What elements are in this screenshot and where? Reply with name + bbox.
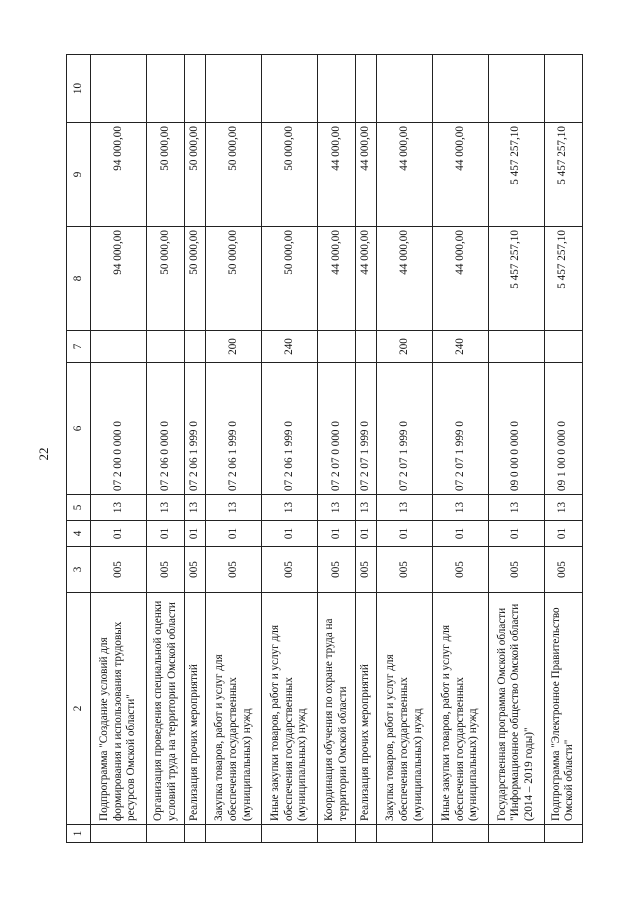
blank-cell	[262, 55, 318, 123]
row-number-cell	[91, 825, 147, 843]
section-cell: 01	[206, 521, 262, 547]
table-row	[206, 55, 262, 843]
amount-cell: 44 000,00	[433, 227, 489, 331]
amount-cell: 44 000,00	[317, 123, 355, 227]
amount-cell: 50 000,00	[185, 123, 206, 227]
code-cell: 005	[185, 547, 206, 593]
subsection-cell: 13	[544, 495, 582, 521]
row-number-cell	[317, 825, 355, 843]
subsection-cell: 13	[317, 495, 355, 521]
expense-type-cell	[317, 331, 355, 363]
table-row	[544, 55, 582, 843]
subsection-cell: 13	[433, 495, 489, 521]
code-cell: 005	[91, 547, 147, 593]
expense-type-cell	[544, 331, 582, 363]
header-row	[67, 55, 91, 843]
blank-cell	[377, 55, 433, 123]
amount-cell: 5 457 257,10	[544, 123, 582, 227]
target-item-cell: 07 2 06 1 999 0	[206, 363, 262, 495]
target-item-cell: 07 2 06 1 999 0	[262, 363, 318, 495]
expense-type-cell	[185, 331, 206, 363]
row-number-cell	[488, 825, 544, 843]
section-cell: 01	[91, 521, 147, 547]
row-number-cell	[185, 825, 206, 843]
code-cell: 005	[206, 547, 262, 593]
table-row	[146, 55, 184, 843]
description-cell: Координация обучения по охране труда на территории Омской области	[317, 593, 355, 825]
amount-cell: 5 457 257,10	[544, 227, 582, 331]
expense-type-cell: 240	[262, 331, 318, 363]
column-header: 5	[67, 495, 91, 521]
row-number-cell	[356, 825, 377, 843]
row-number-cell	[377, 825, 433, 843]
blank-cell	[433, 55, 489, 123]
subsection-cell: 13	[377, 495, 433, 521]
amount-cell: 94 000,00	[91, 227, 147, 331]
blank-cell	[317, 55, 355, 123]
column-header: 7	[67, 331, 91, 363]
target-item-cell: 07 2 07 1 999 0	[377, 363, 433, 495]
expense-type-cell	[488, 331, 544, 363]
expense-type-cell	[146, 331, 184, 363]
amount-cell: 5 457 257,10	[488, 227, 544, 331]
blank-cell	[146, 55, 184, 123]
code-cell: 005	[433, 547, 489, 593]
table-row	[356, 55, 377, 843]
column-header: 4	[67, 521, 91, 547]
section-cell: 01	[488, 521, 544, 547]
amount-cell: 44 000,00	[377, 123, 433, 227]
row-number-cell	[146, 825, 184, 843]
blank-cell	[185, 55, 206, 123]
amount-cell: 5 457 257,10	[488, 123, 544, 227]
code-cell: 005	[146, 547, 184, 593]
target-item-cell: 07 2 07 1 999 0	[356, 363, 377, 495]
code-cell: 005	[488, 547, 544, 593]
subsection-cell: 13	[488, 495, 544, 521]
section-cell: 01	[185, 521, 206, 547]
expense-type-cell	[356, 331, 377, 363]
code-cell: 005	[317, 547, 355, 593]
expense-type-cell	[91, 331, 147, 363]
rotated-table-container	[66, 55, 583, 843]
code-cell: 005	[356, 547, 377, 593]
table-row	[91, 55, 147, 843]
table-row	[377, 55, 433, 843]
amount-cell: 44 000,00	[317, 227, 355, 331]
code-cell: 005	[262, 547, 318, 593]
table-row	[262, 55, 318, 843]
target-item-cell: 07 2 06 1 999 0	[185, 363, 206, 495]
section-cell: 01	[262, 521, 318, 547]
row-number-cell	[262, 825, 318, 843]
amount-cell: 44 000,00	[377, 227, 433, 331]
column-header: 10	[67, 55, 91, 123]
table-row	[433, 55, 489, 843]
column-header: 2	[67, 593, 91, 825]
column-header: 9	[67, 123, 91, 227]
description-cell: Государственная программа Омской области "Информационное общество Омской области (2014 – 2019 годы)"	[488, 593, 544, 825]
blank-cell	[206, 55, 262, 123]
description-cell: Иные закупки товаров, работ и услуг для обеспечения государственных (муниципальных) нужд	[433, 593, 489, 825]
row-number-cell	[544, 825, 582, 843]
description-cell: Реализация прочих мероприятий	[185, 593, 206, 825]
amount-cell: 44 000,00	[356, 227, 377, 331]
amount-cell: 50 000,00	[146, 123, 184, 227]
description-cell: Организация проведения специальной оценки условий труда на территории Омской области	[146, 593, 184, 825]
expense-type-cell: 200	[206, 331, 262, 363]
description-cell: Закупка товаров, работ и услуг для обеспечения государственных (муниципальных) нужд	[206, 593, 262, 825]
expense-type-cell: 240	[433, 331, 489, 363]
row-number-cell	[433, 825, 489, 843]
subsection-cell: 13	[262, 495, 318, 521]
amount-cell: 50 000,00	[185, 227, 206, 331]
target-item-cell: 07 2 00 0 000 0	[91, 363, 147, 495]
blank-cell	[488, 55, 544, 123]
code-cell: 005	[544, 547, 582, 593]
section-cell: 01	[317, 521, 355, 547]
page-number: 22	[36, 447, 51, 461]
column-header: 1	[67, 825, 91, 843]
blank-cell	[544, 55, 582, 123]
amount-cell: 50 000,00	[146, 227, 184, 331]
description-cell: Подпрограмма "Электронное Правительство Омской области"	[544, 593, 582, 825]
target-item-cell: 07 2 07 1 999 0	[433, 363, 489, 495]
section-cell: 01	[356, 521, 377, 547]
description-cell: Реализация прочих мероприятий	[356, 593, 377, 825]
expense-type-cell: 200	[377, 331, 433, 363]
section-cell: 01	[377, 521, 433, 547]
description-cell: Подпрограмма "Создание условий для формирования и использования трудовых ресурсов Омской области"	[91, 593, 147, 825]
subsection-cell: 13	[206, 495, 262, 521]
column-header: 3	[67, 547, 91, 593]
blank-cell	[91, 55, 147, 123]
table-row	[488, 55, 544, 843]
column-header: 6	[67, 363, 91, 495]
target-item-cell: 07 2 07 0 000 0	[317, 363, 355, 495]
amount-cell: 50 000,00	[206, 227, 262, 331]
blank-cell	[356, 55, 377, 123]
target-item-cell: 09 0 00 0 000 0	[488, 363, 544, 495]
subsection-cell: 13	[356, 495, 377, 521]
budget-table	[66, 54, 583, 843]
target-item-cell: 09 1 00 0 000 0	[544, 363, 582, 495]
subsection-cell: 13	[91, 495, 147, 521]
table-row	[185, 55, 206, 843]
target-item-cell: 07 2 06 0 000 0	[146, 363, 184, 495]
section-cell: 01	[433, 521, 489, 547]
amount-cell: 50 000,00	[206, 123, 262, 227]
amount-cell: 50 000,00	[262, 227, 318, 331]
column-header: 8	[67, 227, 91, 331]
description-cell: Иные закупки товаров, работ и услуг для обеспечения государственных (муниципальных) нужд	[262, 593, 318, 825]
description-cell: Закупка товаров, работ и услуг для обеспечения государственных (муниципальных) нужд	[377, 593, 433, 825]
amount-cell: 44 000,00	[433, 123, 489, 227]
table-row	[317, 55, 355, 843]
subsection-cell: 13	[185, 495, 206, 521]
amount-cell: 50 000,00	[262, 123, 318, 227]
section-cell: 01	[544, 521, 582, 547]
amount-cell: 44 000,00	[356, 123, 377, 227]
amount-cell: 94 000,00	[91, 123, 147, 227]
table-body	[91, 55, 583, 843]
code-cell: 005	[377, 547, 433, 593]
subsection-cell: 13	[146, 495, 184, 521]
row-number-cell	[206, 825, 262, 843]
section-cell: 01	[146, 521, 184, 547]
